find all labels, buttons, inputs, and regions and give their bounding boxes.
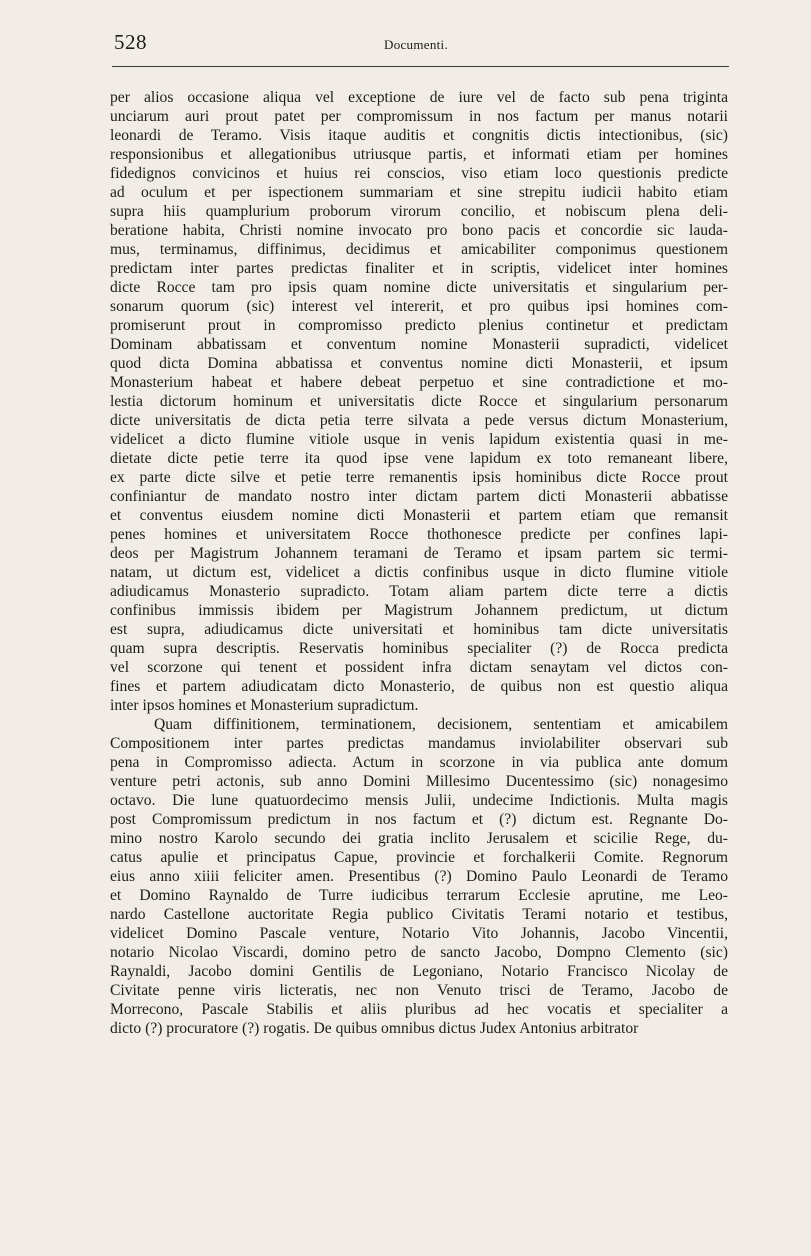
text-line: penes homines et universitatem Rocce thothonesce predicte per confines lapi- xyxy=(110,526,728,543)
text-line: et conventus eiusdem nomine dicti Monasterii et partem etiam que remansit xyxy=(110,507,728,524)
text-line: dietate dicte petie terre ita quod ipse vene lapidum ex toto remaneant libere, xyxy=(110,450,728,467)
text-line: dicto (?) procuratore (?) rogatis. De quibus omnibus dictus Judex Antonius arbitrator xyxy=(110,1020,639,1037)
text-line: et Domino Raynaldo de Turre iudicibus terrarum Ecclesie aprutine, me Leo- xyxy=(110,887,728,904)
text-line: sonarum quorum (sic) interest vel intererit, et pro quibus ipsi homines com- xyxy=(110,298,728,315)
text-line: natam, ut dictum est, videlicet a dictis confinibus usque in dicto flumine vitiole xyxy=(110,564,728,581)
text-line: Dominam abbatissam et conventum nomine Monasterii supradicti, videlicet xyxy=(110,336,728,353)
text-line: adiudicamus Monasterio supradicto. Totam aliam partem dicte terre a dictis xyxy=(110,583,728,600)
text-line: confinibus immissis ibidem per Magistrum Johannem predictum, ut dictum xyxy=(110,602,728,619)
text-line: leonardi de Teramo. Visis itaque auditis et congnitis dictis intectionibus, (sic) xyxy=(110,127,728,144)
header-rule xyxy=(112,66,729,67)
text-line: octavo. Die lune quatuordecimo mensis Julii, undecime Indictionis. Multa magis xyxy=(110,792,728,809)
text-line: eius anno xiiii feliciter amen. Presentibus (?) Domino Paulo Leonardi de Teramo xyxy=(110,868,728,885)
text-line: pena in Compromisso adiecta. Actum in scorzone in via publica ante domum xyxy=(110,754,728,771)
document-text xyxy=(110,88,728,1038)
text-line: responsionibus et allegationibus utriusque partis, et informati etiam per homines xyxy=(110,146,728,163)
text-line: nardo Castellone auctoritate Regia publico Civitatis Terami notario et testibus, xyxy=(110,906,728,923)
running-title: Documenti. xyxy=(384,37,449,52)
page-number: 528 xyxy=(114,30,147,54)
text-line: unciarum auri prout patet per compromissum in nos factum per manus notarii xyxy=(110,108,728,125)
text-line: Compositionem inter partes predictas mandamus inviolabiliter observari sub xyxy=(110,735,728,752)
text-line: vel scorzone qui tenent et possident infra dictam senaytam vel dictos con- xyxy=(110,659,728,676)
text-line: ad oculum et per ispectionem summariam et sine strepitu iudicii habito etiam xyxy=(110,184,728,201)
text-line: videlicet Domino Pascale venture, Notario Vito Johannis, Jacobo Vincentii, xyxy=(110,925,728,942)
text-line: deos per Magistrum Johannem teramani de Teramo et ipsam partem sic termi- xyxy=(110,545,728,562)
text-line: quod dicta Domina abbatissa et conventus nomine dicti Monasterii, et ipsum xyxy=(110,355,728,372)
text-line: videlicet a dicto flumine vitiole usque in venis lapidum existentia quasi in me- xyxy=(110,431,728,448)
text-line: venture petri actonis, sub anno Domini Millesimo Ducentessimo (sic) nonagesimo xyxy=(110,773,728,790)
text-line: supra hiis quamplurium proborum virorum concilio, et nobiscum plena deli- xyxy=(110,203,728,220)
text-line: mino nostro Karolo secundo dei gratia inclito Jerusalem et scicilie Rege, du- xyxy=(110,830,728,847)
text-line: fidedignos convicinos et huius rei conscios, viso etiam loco questionis predicte xyxy=(110,165,728,182)
text-line: dicte universitatis de dicta petia terre silvata a pede versus dictum Monasterium, xyxy=(110,412,728,429)
text-line: Raynaldi, Jacobo domini Gentilis de Legoniano, Notario Francisco Nicolay de xyxy=(110,963,728,980)
text-line: quam supra descriptis. Reservatis hominibus specialiter (?) de Rocca predicta xyxy=(110,640,728,657)
text-line: ex parte dicte silve et petie terre remanentis ipsis hominibus dicte Rocce prout xyxy=(110,469,728,486)
text-line: lestia dictorum hominum et universitatis dicte Rocce et singularium personarum xyxy=(110,393,728,410)
text-line: Quam diffinitionem, terminationem, decisionem, sententiam et amicabilem xyxy=(154,716,728,733)
text-line: catus apulie et principatus Capue, provincie et forchalkerii Comite. Regnorum xyxy=(110,849,728,866)
text-line: beratione habita, Christi nomine invocato pro bono pacis et concordie sic lauda- xyxy=(110,222,728,239)
text-line: Civitate penne viris licteratis, nec non Venuto trisci de Teramo, Jacobo de xyxy=(110,982,728,999)
text-line: per alios occasione aliqua vel exceptione de iure vel de facto sub pena triginta xyxy=(110,89,728,106)
text-line: dicte Rocce tam pro ipsis quam nomine dicte universitatis et singularium per- xyxy=(110,279,728,296)
text-line: inter ipsos homines et Monasterium supradictum. xyxy=(110,697,419,714)
text-line: fines et partem adiudicatam dicto Monasterio, de quibus non est questio aliqua xyxy=(110,678,728,695)
text-line: confiniantur de mandato nostro inter dictam partem dicti Monasterii abbatisse xyxy=(110,488,728,505)
text-line: notario Nicolao Viscardi, domino petro de sancto Jacobo, Dompno Clemento (sic) xyxy=(110,944,728,961)
text-line: post Compromissum predictum in nos factum et (?) dictum est. Regnante Do- xyxy=(110,811,728,828)
text-line: est supra, adiudicamus dicte universitati et hominibus tam dicte universitatis xyxy=(110,621,728,638)
text-line: Monasterium habeat et habere debeat perpetuo et sine contradictione et mo- xyxy=(110,374,728,391)
text-line: predictam inter partes predictas finaliter et in scriptis, videlicet inter homines xyxy=(110,260,728,277)
text-line: mus, terminamus, diffinimus, decidimus et amicabiliter componimus questionem xyxy=(110,241,728,258)
text-line: promiserunt prout in compromisso predicto plenius continetur et predictam xyxy=(110,317,728,334)
text-line: Morrecono, Pascale Stabilis et aliis pluribus ad hec vocatis et specialiter a xyxy=(110,1001,728,1018)
